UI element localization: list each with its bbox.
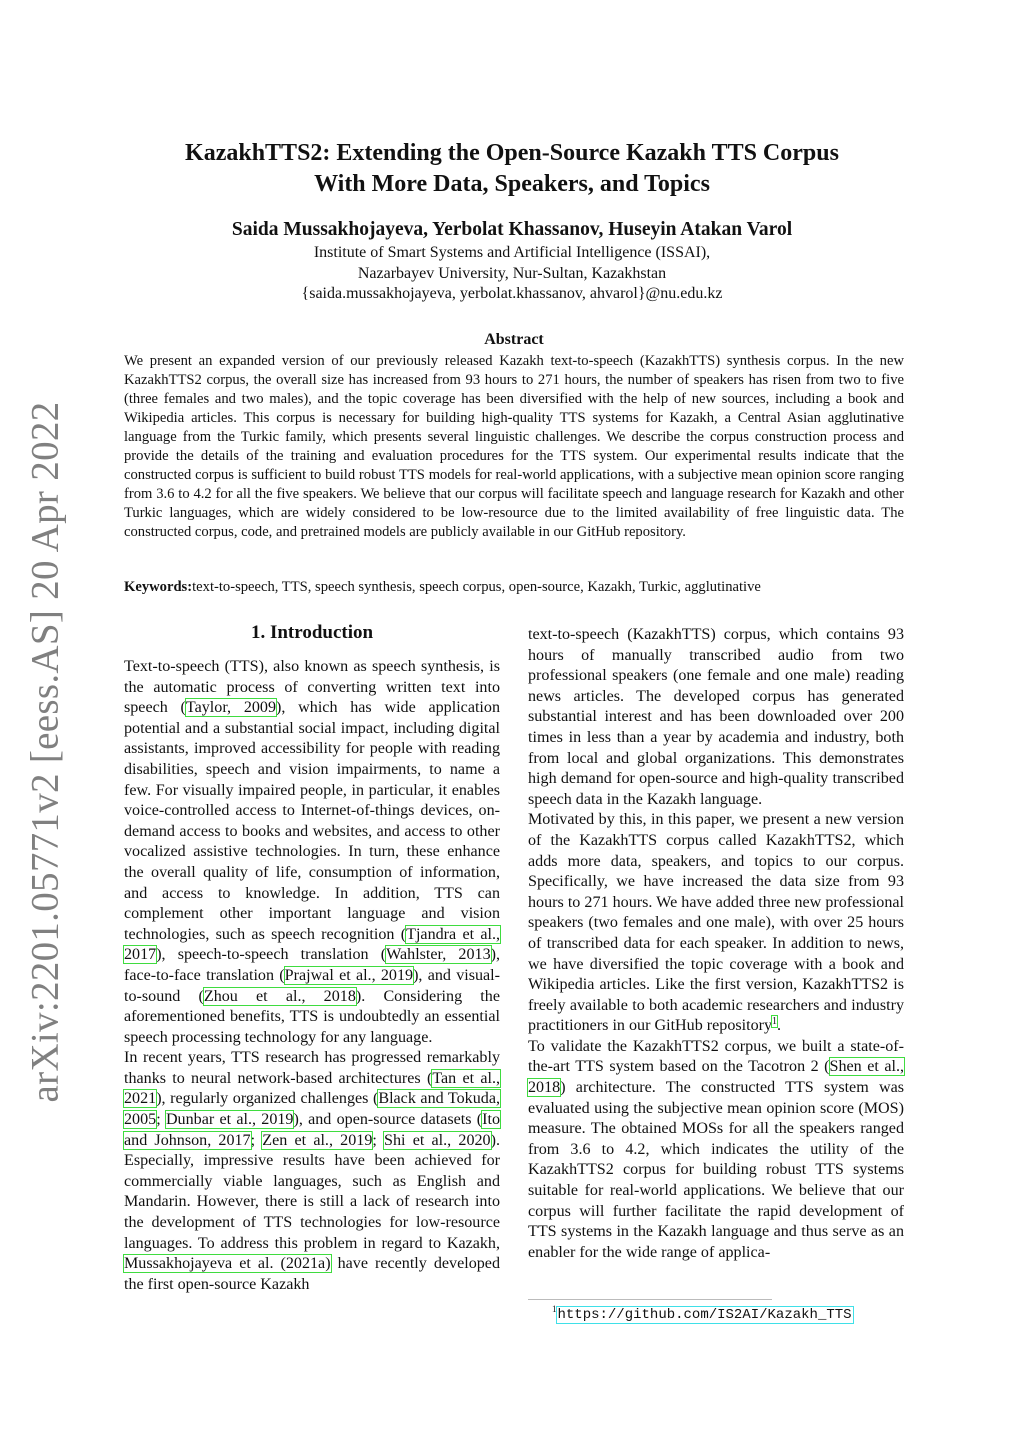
footnote-mark: 1 bbox=[552, 1304, 557, 1314]
paragraph bbox=[528, 810, 904, 1037]
paragraph bbox=[528, 625, 904, 810]
keywords-list: text-to-speech, TTS, speech synthesis, speech corpus, open-source, Kazakh, Turkic, agglutinative bbox=[192, 579, 761, 595]
citation-link[interactable]: Zen et al., 2019 bbox=[262, 1131, 373, 1149]
paragraph-text: ), and visual-to-sound ( bbox=[124, 966, 501, 1005]
citation-link[interactable]: Prajwal et al., 2019 bbox=[284, 966, 414, 984]
citation-link[interactable]: Mussakhojayeva et al. (2021a) bbox=[124, 1255, 331, 1273]
title-line-2: With More Data, Speakers, and Topics bbox=[314, 171, 710, 197]
paragraph bbox=[528, 1037, 904, 1264]
affiliation bbox=[0, 243, 1024, 305]
paragraph-text: To validate the KazakhTTS2 corpus, we built a state-of-the-art TTS system based on the Tacotron 2 ( bbox=[528, 1037, 904, 1076]
authors: Saida Mussakhojayeva, Yerbolat Khassanov, Huseyin Atakan Varol bbox=[231, 219, 793, 240]
author-emails: {saida.mussakhojayeva, yerbolat.khassanov, ahvarol}@nu.edu.kz bbox=[301, 285, 723, 302]
arxiv-identifier-stamp: arXiv:2201.05771v2 [eess.AS] 20 Apr 2022 bbox=[23, 401, 67, 1103]
keywords bbox=[124, 579, 904, 596]
left-column bbox=[124, 657, 500, 1295]
paragraph-text: ). Especially, impressive results have been achieved for commercially viable languages, such as English and Mandarin. However, there is still a lack of research into the development of TTS technologies for low-resource languages. To address this problem in regard to Kazakh, bbox=[124, 1131, 500, 1252]
paragraph-text: ), and open-source datasets ( bbox=[293, 1111, 483, 1129]
paragraph bbox=[124, 657, 500, 1048]
citation-link[interactable]: Zhou et al., 2018 bbox=[203, 987, 356, 1005]
footnote bbox=[552, 1304, 853, 1323]
footnote-reference-link[interactable]: 1 bbox=[772, 1015, 778, 1027]
paragraph-text: ), regularly organized challenges ( bbox=[156, 1090, 379, 1108]
paper-title bbox=[0, 138, 1024, 200]
paragraph-text: ) architecture. The constructed TTS system was evaluated using the subjective mean opinion score (MOS) measure. The obtained MOSs for all the speakers ranged from 3.6 to 4.2, which indicates the utility of the KazakhTTS2 corpus for building robust TTS systems suitable for real-world applications. We believe that our corpus will further facilitate the rapid development of TTS systems in the Kazakh language and thus serve as an enabler for the wide range of applica- bbox=[528, 1079, 904, 1261]
citation-link[interactable]: Taylor, 2009 bbox=[185, 699, 277, 717]
paragraph-text: Text-to-speech (TTS), also known as speech synthesis, is the automatic process of converting written text into speech ( bbox=[124, 658, 500, 717]
citation-link[interactable]: Tan et al., 2021 bbox=[124, 1069, 500, 1108]
paragraph-text: . bbox=[777, 1017, 782, 1035]
citation-link[interactable]: Shen et al., 2018 bbox=[528, 1058, 905, 1097]
citation-link[interactable]: Shi et al., 2020 bbox=[384, 1131, 491, 1149]
citation-link[interactable]: Black and Tokuda, 2005 bbox=[124, 1090, 500, 1129]
section-heading-introduction: 1. Introduction bbox=[250, 622, 374, 643]
footnote-divider bbox=[528, 1299, 772, 1300]
citation-link[interactable]: Ito and Johnson, 2017 bbox=[124, 1111, 500, 1149]
keywords-label: Keywords: bbox=[124, 579, 193, 595]
paragraph-text: ). Considering the aforementioned benefits, TTS is undoubtedly an essential speech processing technology for any language. bbox=[124, 987, 500, 1046]
github-url-link[interactable]: https://github.com/IS2AI/Kazakh_TTS bbox=[557, 1306, 852, 1323]
paragraph-text: ), speech-to-speech translation ( bbox=[156, 946, 387, 964]
citation-link[interactable]: Tjandra et al., 2017 bbox=[124, 925, 501, 964]
paragraph-text: have recently developed the first open-source Kazakh bbox=[124, 1255, 500, 1293]
right-column bbox=[528, 625, 904, 1263]
paragraph-text: ; bbox=[372, 1131, 385, 1149]
paragraph-text: In recent years, TTS research has progressed remarkably thanks to neural network-based architectures ( bbox=[124, 1049, 500, 1087]
title-line-1: KazakhTTS2: Extending the Open-Source Kazakh TTS Corpus bbox=[185, 140, 839, 166]
abstract-heading: Abstract bbox=[484, 331, 544, 348]
affiliation-line-1: Institute of Smart Systems and Artificial Intelligence (ISSAI), bbox=[313, 244, 711, 261]
paragraph-text: ; bbox=[250, 1131, 263, 1149]
paragraph-text: text-to-speech (KazakhTTS) corpus, which contains 93 hours of manually transcribed audio from two professional speakers (one female and one male) reading news articles. The developed corpus has generated substantial interest and has been downloaded over 200 times in less than a year by academia and industry, both from local and global organizations. This demonstrates high demand for open-source and high-quality transcribed speech data in the Kazakh language. bbox=[528, 626, 904, 808]
citation-link[interactable]: Dunbar et al., 2019 bbox=[165, 1111, 294, 1129]
paragraph-text: Motivated by this, in this paper, we present a new version of the KazakhTTS corpus called KazakhTTS2, which adds more data, speakers, and topics to our corpus. Specifically, we have increased the data size from 93 hours to 271 hours. We have added three new professional speakers (two females and one male), with over 25 hours of transcribed data for each speaker. In addition to news, we have diversified the topic coverage with a book and Wikipedia articles. Like the first version, KazakhTTS2 is freely available to both academic researchers and industry practitioners in our GitHub repository bbox=[528, 811, 904, 1035]
citation-link[interactable]: Wahlster, 2013 bbox=[386, 946, 491, 964]
paragraph-text: ), face-to-face translation ( bbox=[124, 946, 501, 984]
affiliation-line-2: Nazarbayev University, Nur-Sultan, Kazakhstan bbox=[357, 264, 667, 282]
paragraph-text: ), which has wide application potential and a substantial social impact, including digital assistants, improved accessibility for people with reading disabilities, speech and vision impairments, to name a few. For visually impaired people, in particular, it enables voice-controlled access to Internet-of-things devices, on-demand access to books and websites, and access to other vocalized assistive technologies. In turn, these enhance the overall quality of life, consumption of information, and access to knowledge. In addition, TTS can complement other important language and vision technologies, such as speech recognition ( bbox=[124, 699, 500, 943]
paragraph bbox=[124, 1048, 500, 1295]
paragraph-text: ; bbox=[156, 1111, 166, 1129]
abstract-text: We present an expanded version of our previously released Kazakh text-to-speech (KazakhTTS) synthesis corpus. In the new KazakhTTS2 corpus, the overall size has increased from 93 hours to 271 hours, the number of speakers has risen from two to five (three females and two males), and the topic coverage has been diversified with the help of new sources, including a book and Wikipedia articles. This corpus is necessary for building high-quality TTS systems for Kazakh, a Central Asian agglutinative language from the Turkic family, which presents several linguistic challenges. We describe the corpus construction process and provide the details of the training and evaluation procedures for the TTS system. Our experimental results indicate that the constructed corpus is sufficient to build robust TTS models for real-world applications, with a subjective mean opinion score ranging from 3.6 to 4.2 for all the five speakers. We believe that our corpus will facilitate speech and language research for Kazakh and other Turkic languages, which are widely considered to be low-resource due to the limited availability of free linguistic data. The constructed corpus, code, and pretrained models are publicly available in our GitHub repository. bbox=[124, 353, 904, 540]
